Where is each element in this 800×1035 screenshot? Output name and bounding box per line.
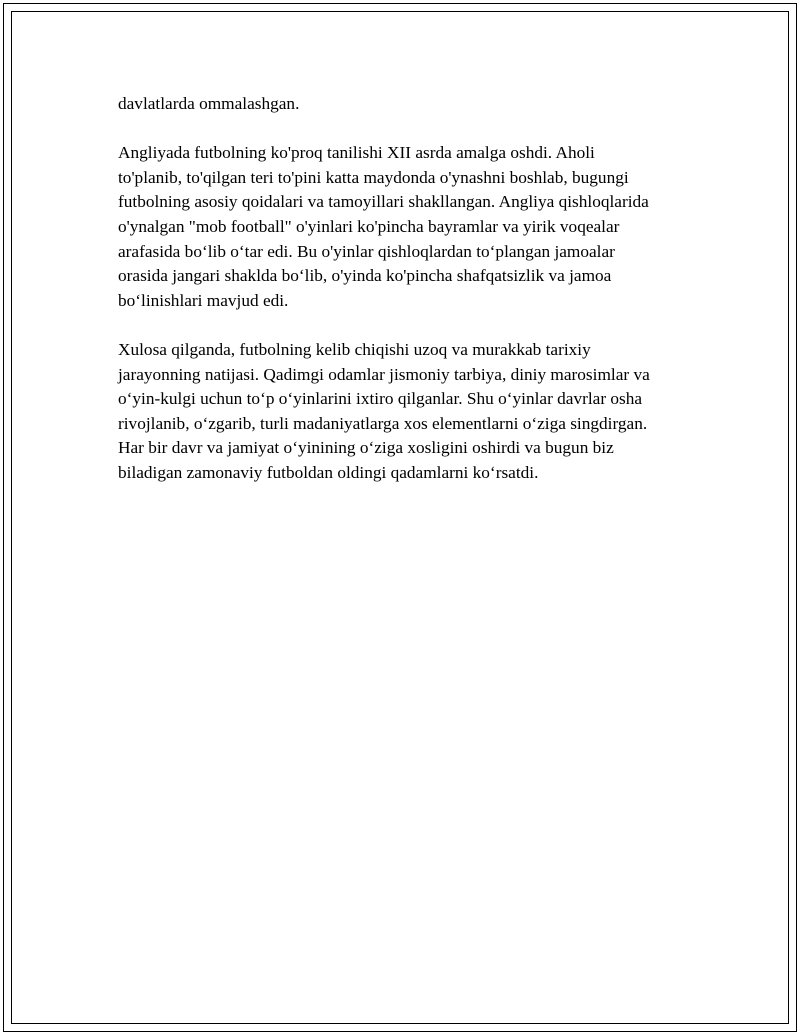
- document-body: [118, 92, 688, 486]
- paragraph-conclusion: Xulosa qilganda, futbolning kelib chiqishi uzoq va murakkab tarixiy jarayonning natijasi. Qadimgi odamlar jismoniy tarbiya, diniy marosimlar va o‘yin-kulgi uchun to‘p o‘yinlarini ixtiro qilganlar. Shu o‘yinlar davrlar osha rivojlanib, o‘zgarib, turli madaniyatlarga xos elementlarni o‘ziga singdirgan. Har bir davr va jamiyat o‘yinining o‘ziga xosligini oshirdi va bugun biz biladigan zamonaviy futboldan oldingi qadamlarni ko‘rsatdi.: [118, 339, 650, 482]
- paragraph-continuation: davlatlarda ommalashgan.: [118, 94, 300, 113]
- paragraph-england-history: Angliyada futbolning ko'proq tanilishi XII asrda amalga oshdi. Aholi to'planib, to'qilgan teri to'pini katta maydonda o'ynashni boshlab, bugungi futbolning asosiy qoidalari va tamoyillari shakllangan. Angliya qishloqlarida o'ynalgan "mob football" o'yinlari ko'pincha bayramlar va yirik voqealar arafasida bo‘lib o‘tar edi. Bu o'yinlar qishloqlardan to‘plangan jamoalar orasida jangari shaklda bo‘lib, o'yinda ko'pincha shafqatsizlik va jamoa bo‘linishlari mavjud edi.: [118, 143, 649, 310]
